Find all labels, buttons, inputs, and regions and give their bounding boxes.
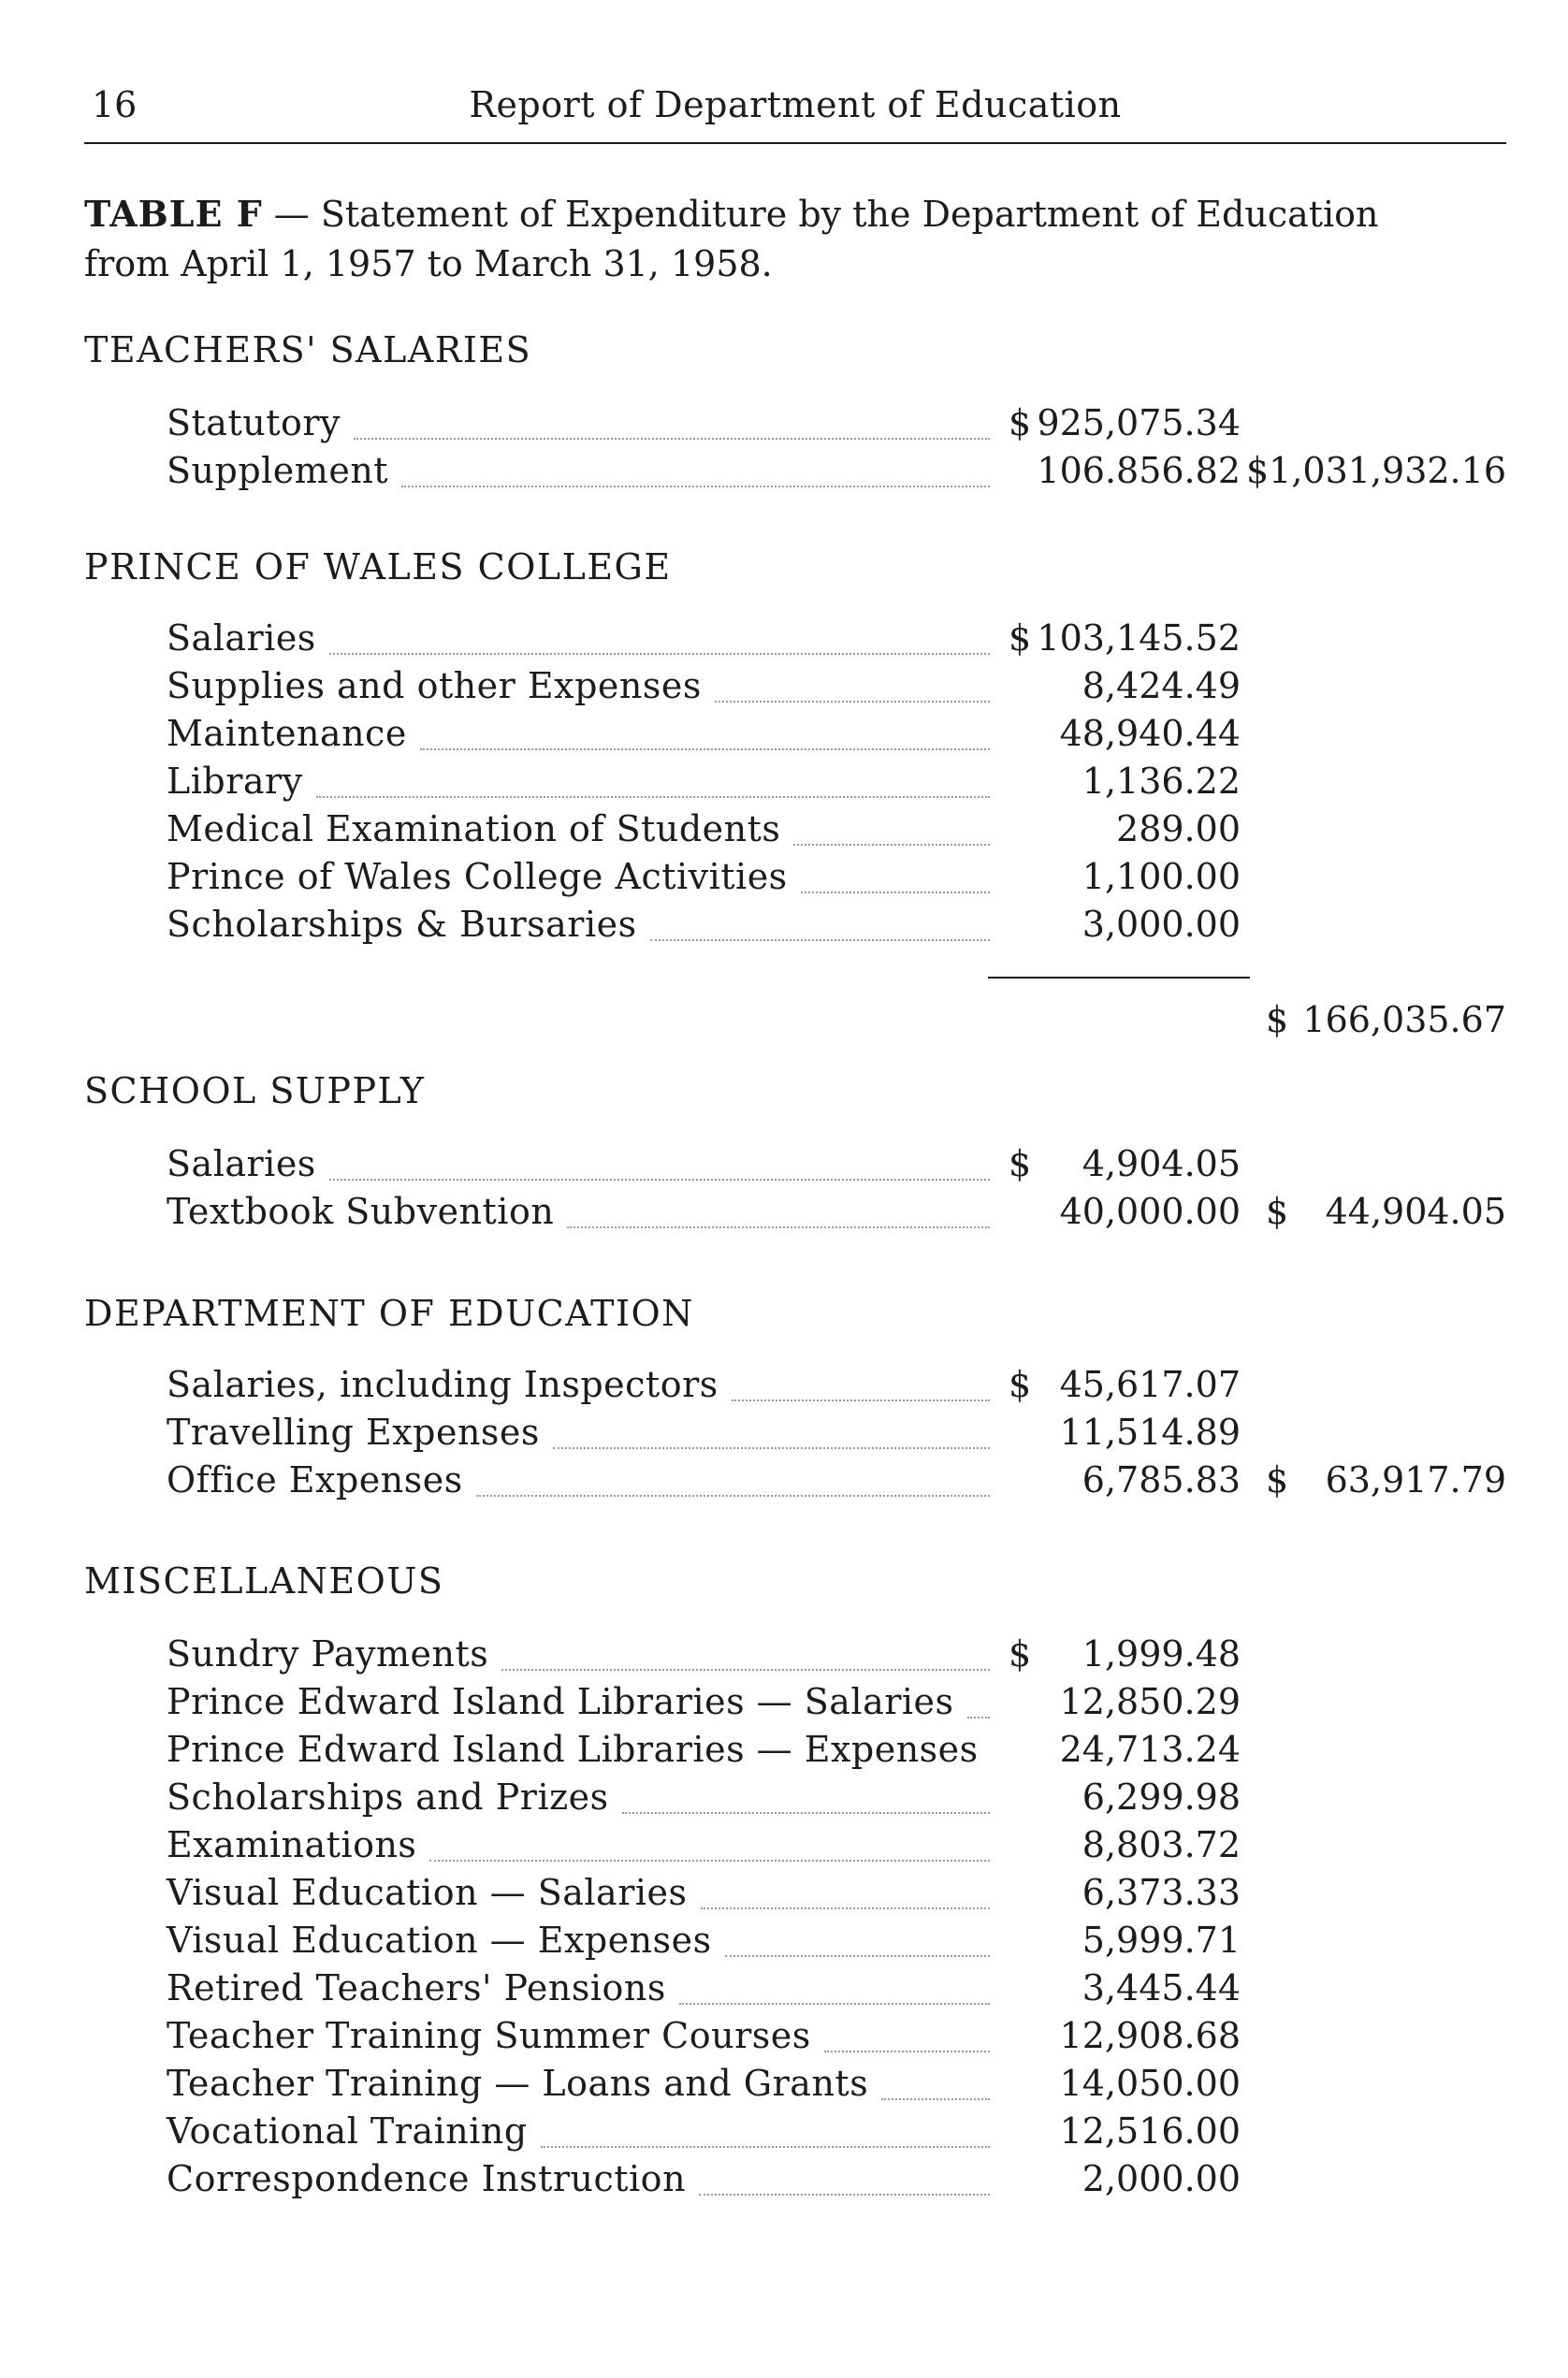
section-title-prince-of-wales-college: PRINCE OF WALES COLLEGE	[84, 546, 672, 587]
dot-leader	[824, 2051, 990, 2052]
dot-leader	[541, 2146, 990, 2148]
section-total: 44,904.05	[1325, 1191, 1506, 1232]
row-label: Salaries	[167, 1143, 316, 1184]
dot-leader	[699, 2194, 990, 2196]
table-label: TABLE F	[84, 193, 263, 235]
dollar-sign: $	[1009, 617, 1032, 659]
table-row	[0, 1681, 1568, 1729]
table-row	[0, 2158, 1568, 2206]
amount: 6,299.98	[1082, 1776, 1241, 1818]
table-row	[0, 1872, 1568, 1920]
table-row	[0, 713, 1568, 761]
section-title-department-of-education: DEPARTMENT OF EDUCATION	[84, 1293, 694, 1334]
row-label: Prince Edward Island Libraries — Salaries	[167, 1681, 954, 1722]
row-label: Teacher Training Summer Courses	[167, 2015, 811, 2056]
dot-leader	[679, 2003, 990, 2005]
dot-leader	[329, 1179, 990, 1181]
pwc-subtotal-row	[0, 999, 1568, 1047]
row-label: Retired Teachers' Pensions	[167, 1967, 666, 2008]
dot-leader	[650, 939, 990, 941]
dollar-sign: $	[1009, 1633, 1032, 1675]
amount: 106.856.82	[1037, 450, 1241, 491]
dot-leader	[553, 1447, 990, 1449]
table-row	[0, 1920, 1568, 1967]
row-label: Maintenance	[167, 713, 407, 754]
subtotal-rule	[988, 977, 1250, 979]
amount: 3,000.00	[1082, 904, 1241, 945]
header-rule	[84, 142, 1506, 144]
table-row	[0, 1459, 1568, 1507]
row-label: Travelling Expenses	[167, 1412, 540, 1453]
caption-line1: — Statement of Expenditure by the Department of Education	[262, 194, 1379, 235]
amount: 40,000.00	[1059, 1191, 1241, 1232]
dot-leader	[622, 1812, 990, 1814]
amount: 3,445.44	[1082, 1967, 1241, 2008]
section-total: 63,917.79	[1325, 1459, 1506, 1501]
table-row	[0, 402, 1568, 450]
row-label: Office Expenses	[167, 1459, 463, 1501]
dot-leader	[967, 1717, 990, 1718]
row-label: Medical Examination of Students	[167, 808, 781, 849]
table-row	[0, 2063, 1568, 2110]
row-label: Library	[167, 761, 303, 802]
section-title-school-supply: SCHOOL SUPPLY	[84, 1070, 426, 1111]
row-label: Correspondence Instruction	[167, 2158, 687, 2199]
dot-leader	[354, 438, 990, 440]
row-label: Salaries	[167, 617, 316, 659]
table-row	[0, 1776, 1568, 1824]
row-label: Supplement	[167, 450, 389, 491]
row-label: Sundry Payments	[167, 1633, 489, 1675]
page-header	[84, 84, 1506, 137]
dot-leader	[715, 701, 990, 703]
amount: 45,617.07	[1059, 1364, 1241, 1405]
amount: 12,908.68	[1059, 2015, 1241, 2056]
amount: 12,516.00	[1059, 2110, 1241, 2152]
table-row	[0, 665, 1568, 713]
row-label: Examinations	[167, 1824, 417, 1865]
amount: 8,803.72	[1082, 1824, 1241, 1865]
dot-leader	[725, 1955, 990, 1957]
section-title-teachers-salaries: TEACHERS' SALARIES	[84, 329, 532, 370]
row-label: Textbook Subvention	[167, 1191, 555, 1232]
table-row	[0, 856, 1568, 904]
dot-leader	[881, 2098, 990, 2100]
amount: 1,100.00	[1082, 856, 1241, 897]
row-label: Scholarships and Prizes	[167, 1776, 609, 1818]
total-dollar-sign: $	[1266, 1459, 1289, 1501]
table-caption	[84, 189, 1506, 289]
amount: 11,514.89	[1059, 1412, 1241, 1453]
dot-leader	[476, 1495, 990, 1497]
amount: 24,713.24	[1059, 1729, 1241, 1770]
amount: 12,850.29	[1059, 1681, 1241, 1722]
row-label: Salaries, including Inspectors	[167, 1364, 719, 1405]
row-label: Vocational Training	[167, 2110, 528, 2152]
amount: 289.00	[1116, 808, 1241, 849]
amount: 925,075.34	[1037, 402, 1241, 443]
table-row	[0, 450, 1568, 498]
amount: 6,785.83	[1082, 1459, 1241, 1501]
amount: 8,424.49	[1082, 665, 1241, 706]
amount: 6,373.33	[1082, 1872, 1241, 1913]
dot-leader	[420, 748, 990, 750]
table-row	[0, 1143, 1568, 1191]
section-total: $1,031,932.16	[1245, 450, 1506, 491]
section-title-miscellaneous: MISCELLANEOUS	[84, 1560, 444, 1602]
table-row	[0, 761, 1568, 808]
dot-leader	[567, 1226, 990, 1228]
subtotal-dollar-sign: $	[1266, 999, 1289, 1040]
table-row	[0, 1633, 1568, 1681]
dot-leader	[429, 1860, 990, 1862]
amount: 103,145.52	[1037, 617, 1241, 659]
table-row	[0, 1412, 1568, 1459]
table-row	[0, 1364, 1568, 1412]
dot-leader	[801, 892, 990, 893]
table-row	[0, 1824, 1568, 1872]
row-label: Prince of Wales College Activities	[167, 856, 788, 897]
dot-leader	[793, 844, 990, 846]
table-row	[0, 1729, 1568, 1776]
table-row	[0, 904, 1568, 951]
dot-leader	[732, 1399, 990, 1401]
row-label: Prince Edward Island Libraries — Expenses	[167, 1729, 979, 1770]
amount: 14,050.00	[1059, 2063, 1241, 2104]
page-number: 16	[92, 84, 138, 125]
table-row	[0, 808, 1568, 856]
table-row	[0, 617, 1568, 665]
amount: 5,999.71	[1082, 1920, 1241, 1961]
dollar-sign: $	[1009, 1143, 1032, 1184]
table-row	[0, 2015, 1568, 2063]
dot-leader	[701, 1907, 990, 1909]
row-label: Supplies and other Expenses	[167, 665, 702, 706]
total-dollar-sign: $	[1266, 1191, 1289, 1232]
dot-leader	[329, 653, 990, 655]
pwc-subtotal: 166,035.67	[1302, 999, 1506, 1040]
row-label: Scholarships & Bursaries	[167, 904, 637, 945]
running-title: Report of Department of Education	[469, 84, 1122, 125]
amount: 48,940.44	[1059, 713, 1241, 754]
dollar-sign: $	[1009, 402, 1032, 443]
table-row	[0, 1967, 1568, 2015]
table-row	[0, 1191, 1568, 1239]
dot-leader	[316, 796, 990, 798]
dot-leader	[401, 486, 990, 487]
amount: 4,904.05	[1082, 1143, 1241, 1184]
caption-line2: from April 1, 1957 to March 31, 1958.	[84, 243, 773, 284]
amount: 2,000.00	[1082, 2158, 1241, 2199]
row-label: Teacher Training — Loans and Grants	[167, 2063, 869, 2104]
amount: 1,999.48	[1082, 1633, 1241, 1675]
row-label: Visual Education — Salaries	[167, 1872, 688, 1913]
amount: 1,136.22	[1082, 761, 1241, 802]
row-label: Visual Education — Expenses	[167, 1920, 712, 1961]
dot-leader	[501, 1669, 990, 1671]
table-row	[0, 2110, 1568, 2158]
row-label: Statutory	[167, 402, 341, 443]
dollar-sign: $	[1009, 1364, 1032, 1405]
